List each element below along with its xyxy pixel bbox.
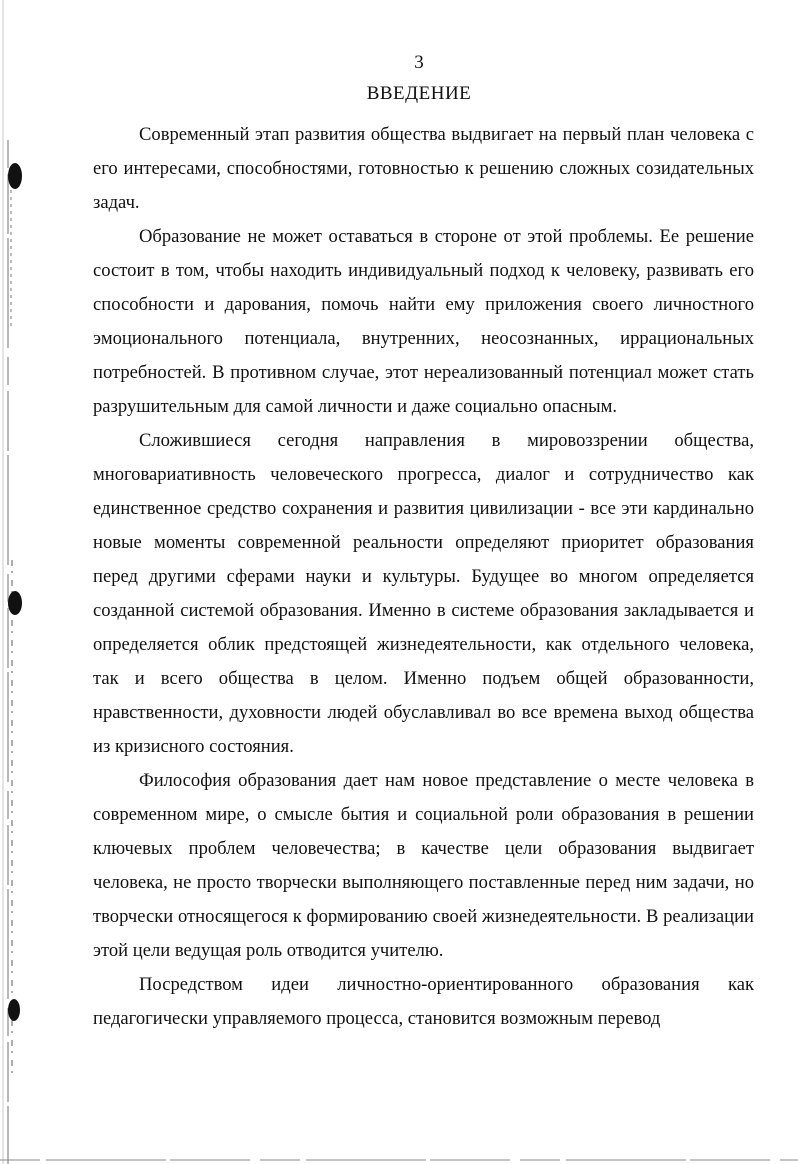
page-title: ВВЕДЕНИЕ [366, 83, 472, 104]
paragraph: Сложившиеся сегодня направления в мировоззрении общества, многовариативность человеческого прогресса, диалог и сотрудничество как единственное средство сохранения и развития цивилизации - все эти кардинально новые моменты современной реальности определяют приоритет образования перед другими сферами науки и культуры. Будущее во многом определяется созданной системой образования. Именно в системе образования закладывается и определяется облик предстоящей жизнедеятельности, как отдельного человека, так и всего общества в целом. Именно подъем общей образованности, нравственности, духовности людей обуславливал во все времена выход общества из кризисного состояния. [93, 430, 754, 757]
paragraph: Современный этап развития общества выдвигает на первый план человека с его интересами, способностями, готовностью к решению сложных созидательных задач. [93, 124, 754, 213]
paragraph: Философия образования дает нам новое представление о месте человека в современном мире, о смысле бытия и социальной роли образования в решении ключевых проблем человечества; в качестве цели образования выдвигает человека, не просто творчески выполняющего поставленные перед ним задачи, но творчески относящегося к формированию своей жизнедеятельности. В реализации этой цели ведущая роль отводится учителю. [93, 770, 754, 961]
document-body [93, 118, 754, 1036]
scan-left-edge-artifacts [0, 0, 22, 1164]
paragraph: Образование не может оставаться в стороне от этой проблемы. Ее решение состоит в том, чтобы находить индивидуальный подход к человеку, развивать его способности и дарования, помочь найти ему приложения своего личностного эмоционального потенциала, внутренних, неосознанных, иррациональных потребностей. В противном случае, этот нереализованный потенциал может стать разрушительным для самой личности и даже социально опасным. [93, 226, 754, 417]
punch-hole-mark [8, 591, 22, 615]
paragraph: Посредством идеи личностно-ориентированного образования как педагогически управляемого процесса, становится возможным перевод [93, 974, 754, 1029]
punch-hole-mark [8, 163, 22, 189]
page-number: 3 [414, 52, 424, 73]
punch-hole-mark [8, 999, 20, 1021]
scan-bottom-edge [0, 1150, 798, 1164]
